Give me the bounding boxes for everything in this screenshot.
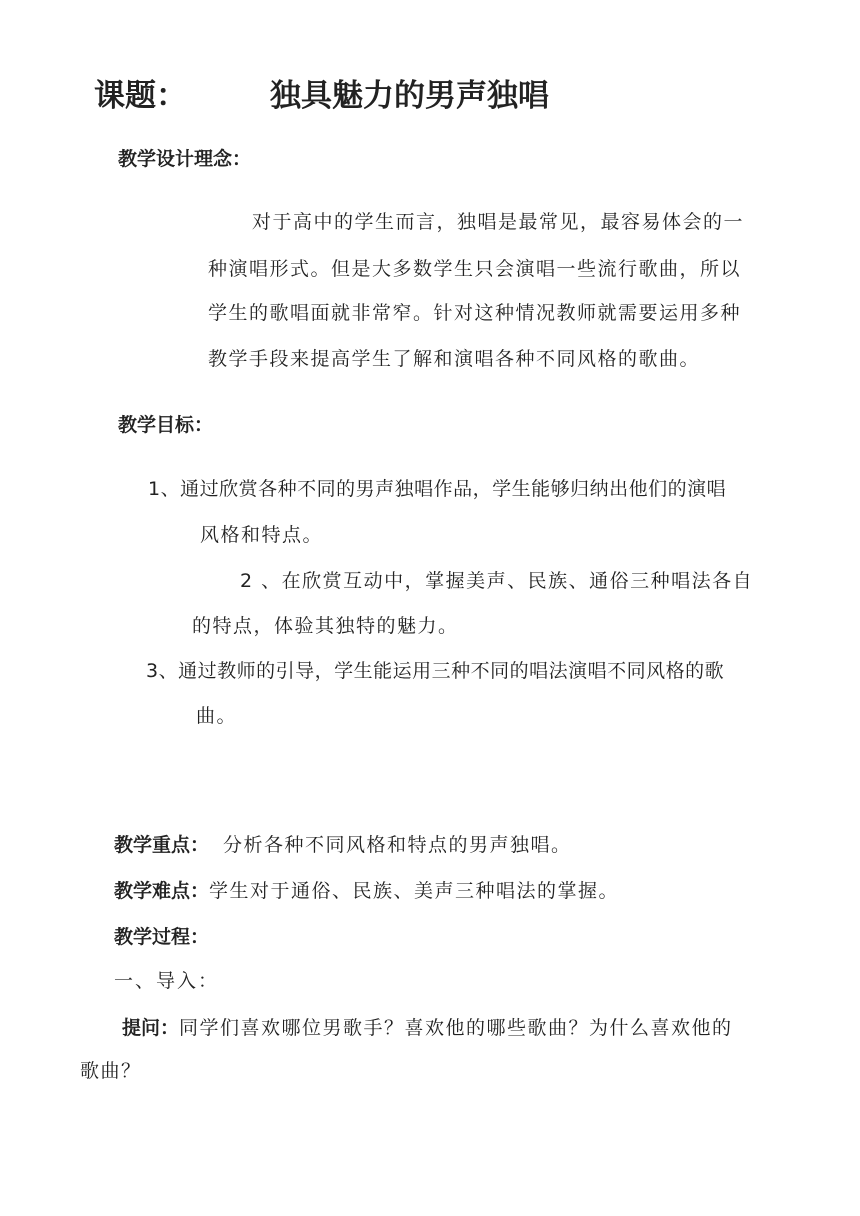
difficulty-text: 学生对于通俗、民族、美声三种唱法的掌握。: [209, 880, 620, 902]
design-concept-line: 种演唱形式。但是大多数学生只会演唱一些流行歌曲，所以: [208, 258, 742, 280]
objective-item-1: 1、通过欣赏各种不同的男声独唱作品，学生能够归纳出他们的演唱: [148, 478, 727, 500]
key-point-text: 分析各种不同风格和特点的男声独唱。: [223, 834, 572, 856]
intro-question-row: [122, 1013, 733, 1040]
objective-item-2-cont: 的特点，体验其独特的魅力。: [192, 615, 459, 637]
objective-item-3: 3、通过教师的引导，学生能运用三种不同的唱法演唱不同风格的歌: [146, 660, 725, 682]
process-heading: 教学过程：: [114, 926, 210, 948]
objective-item-2: 2 、在欣赏互动中，掌握美声、民族、通俗三种唱法各自: [240, 570, 754, 592]
objective-item-1-cont: 风格和特点。: [200, 524, 324, 546]
objective-item-3-cont: 曲。: [196, 705, 238, 727]
intro-heading: 一、导入：: [114, 970, 220, 992]
design-concept-line: 教学手段来提高学生了解和演唱各种不同风格的歌曲。: [208, 348, 701, 370]
question-label: 提问：: [122, 1017, 180, 1039]
design-concept-line: 学生的歌唱面就非常窄。针对这种情况教师就需要运用多种: [208, 302, 742, 324]
objectives-heading: 教学目标：: [118, 414, 214, 436]
key-point-row: [114, 830, 572, 857]
key-point-label: 教学重点：: [114, 834, 210, 856]
difficulty-row: [114, 876, 619, 903]
design-concept-line: 对于高中的学生而言，独唱是最常见，最容易体会的一: [252, 211, 745, 233]
question-text: 同学们喜欢哪位男歌手？喜欢他的哪些歌曲？为什么喜欢他的: [179, 1017, 733, 1039]
difficulty-label: 教学难点：: [114, 880, 210, 902]
question-text-cont: 歌曲？: [80, 1060, 142, 1082]
design-concept-heading: 教学设计理念：: [118, 148, 252, 170]
page-title: 独具魅力的男声独唱: [270, 78, 549, 114]
title-label: 课题：: [94, 78, 187, 114]
